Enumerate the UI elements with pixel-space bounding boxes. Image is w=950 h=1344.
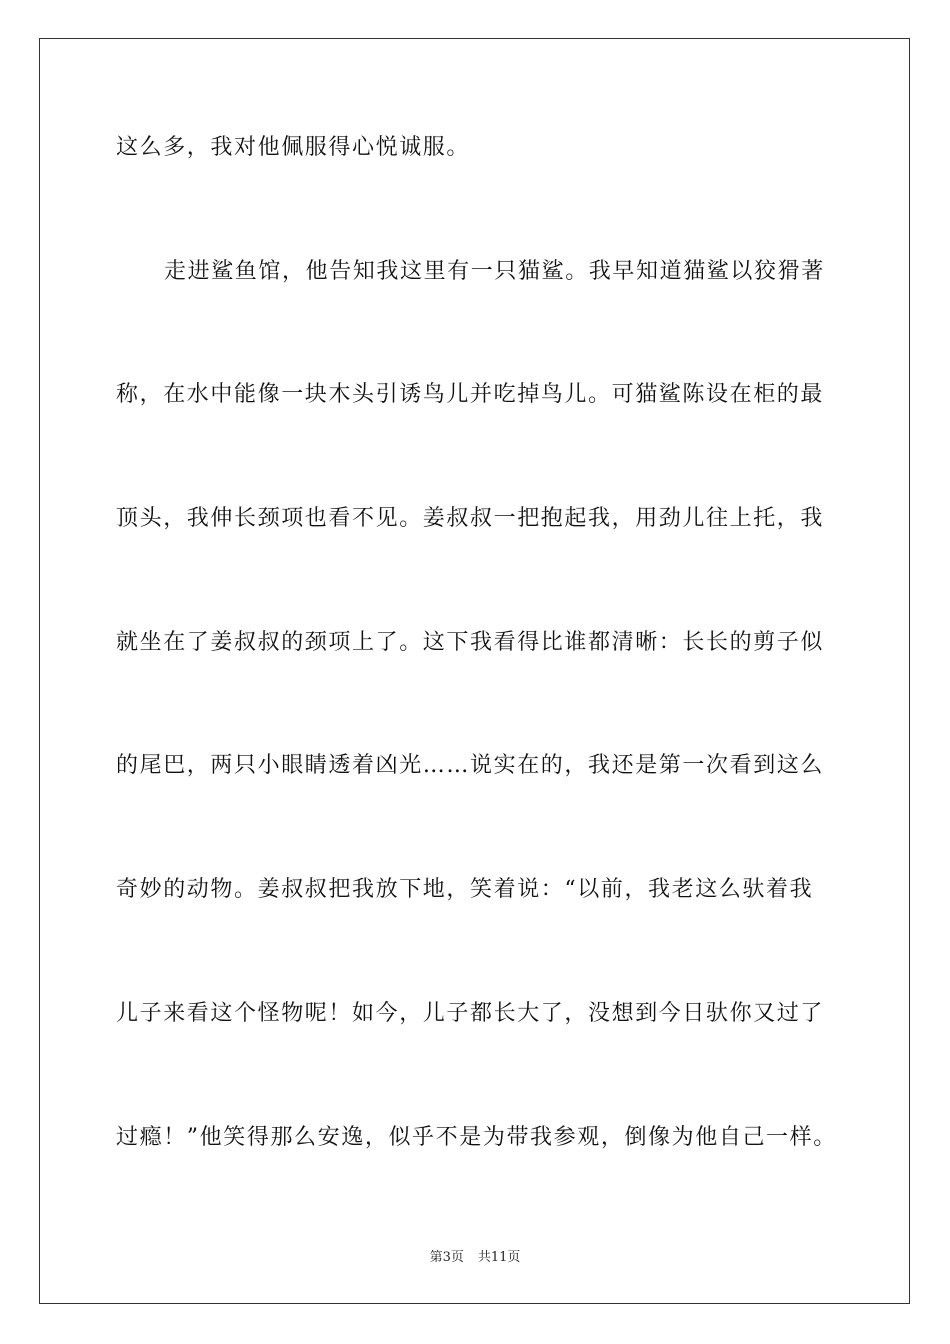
text-line: 奇妙的动物。姜叔叔把我放下地，笑着说：“以前，我老这么驮着我 [116,877,814,903]
text-line: 过瘾！”他笑得那么安逸，似乎不是为带我参观，倒像为他自己一样。 [116,1124,837,1150]
paragraph-start-line: 走进鲨鱼馆，他告知我这里有一只猫鲨。我早知道猫鲨以狡猾著 [164,258,825,284]
text-line: 儿子来看这个怪物呢！如今，儿子都长大了，没想到今日驮你又过了 [116,1000,825,1026]
page-footer [0,1246,950,1265]
page-number: 第3页 [429,1250,464,1265]
total-pages: 共11页 [477,1250,521,1265]
text-line: 称，在水中能像一块木头引诱鸟儿并吃掉鸟儿。可猫鲨陈设在柜的最 [116,382,825,408]
document-body [116,123,836,1236]
text-line: 就坐在了姜叔叔的颈项上了。这下我看得比谁都清晰：长长的剪子似 [116,629,825,655]
text-line: 顶头，我伸长颈项也看不见。姜叔叔一把抱起我，用劲儿往上托，我 [116,506,825,532]
text-line: 的尾巴，两只小眼睛透着凶光……说实在的，我还是第一次看到这么 [116,753,825,779]
text-line: 这么多，我对他佩服得心悦诚服。 [116,135,471,160]
